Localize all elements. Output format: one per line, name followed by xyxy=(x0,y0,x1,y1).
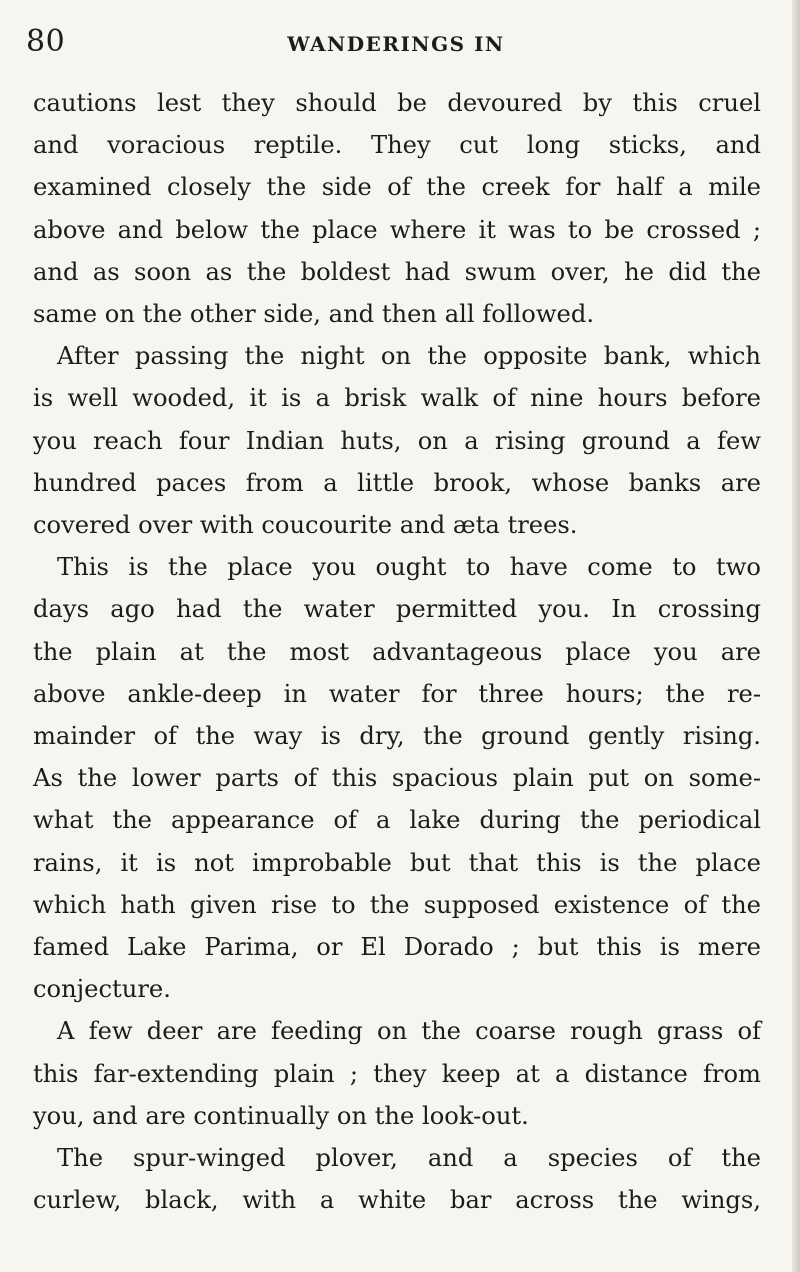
page-edge-shadow xyxy=(792,0,800,1272)
text-line: cautions lest they should be devoured by this cruel xyxy=(33,89,761,117)
text-line: and as soon as the boldest had swum over, he did the xyxy=(33,257,761,286)
text-line: rains, it is not improbable but that this is the place xyxy=(33,848,761,877)
text-line: covered over with coucourite and æta trees. xyxy=(33,511,578,540)
text-line: is well wooded, it is a brisk walk of nine hours before xyxy=(33,384,761,413)
text-line: This is the place you ought to have come to two xyxy=(57,553,761,582)
text-line: examined closely the side of the creek for half a mile xyxy=(33,173,761,202)
text-line: what the appearance of a lake during the periodical xyxy=(33,806,761,835)
text-line: you reach four Indian huts, on a rising ground a few xyxy=(33,426,761,455)
text-line: curlew, black, with a white bar across the wings, xyxy=(33,1186,761,1215)
text-line: which hath given rise to the supposed existence of the xyxy=(33,890,761,919)
text-line: As the lower parts of this spacious plain put on some- xyxy=(33,764,761,793)
text-line: above and below the place where it was to be crossed ; xyxy=(33,215,761,244)
text-line: mainder of the way is dry, the ground gently rising. xyxy=(33,722,761,751)
text-line: same on the other side, and then all followed. xyxy=(33,300,595,329)
body-text xyxy=(33,82,761,1221)
text-line: After passing the night on the opposite bank, which xyxy=(57,342,761,371)
running-title: WANDERINGS IN xyxy=(287,32,505,56)
page-number: 80 xyxy=(26,24,66,59)
text-line: you, and are continually on the look-out. xyxy=(33,1101,529,1130)
text-line: this far-extending plain ; they keep at a distance from xyxy=(33,1059,761,1088)
text-line: hundred paces from a little brook, whose banks are xyxy=(33,468,761,497)
text-line: the plain at the most advantageous place you are xyxy=(33,637,761,666)
text-line: A few deer are feeding on the coarse rough grass of xyxy=(57,1017,761,1046)
text-line: The spur-winged plover, and a species of the xyxy=(57,1144,761,1173)
text-line: days ago had the water permitted you. In crossing xyxy=(33,595,761,624)
text-line: conjecture. xyxy=(33,975,171,1004)
text-line: famed Lake Parima, or El Dorado ; but this is mere xyxy=(33,933,761,962)
page-header xyxy=(26,24,766,64)
text-line: above ankle-deep in water for three hours; the re- xyxy=(33,679,761,708)
text-line: and voracious reptile. They cut long sticks, and xyxy=(33,131,761,160)
